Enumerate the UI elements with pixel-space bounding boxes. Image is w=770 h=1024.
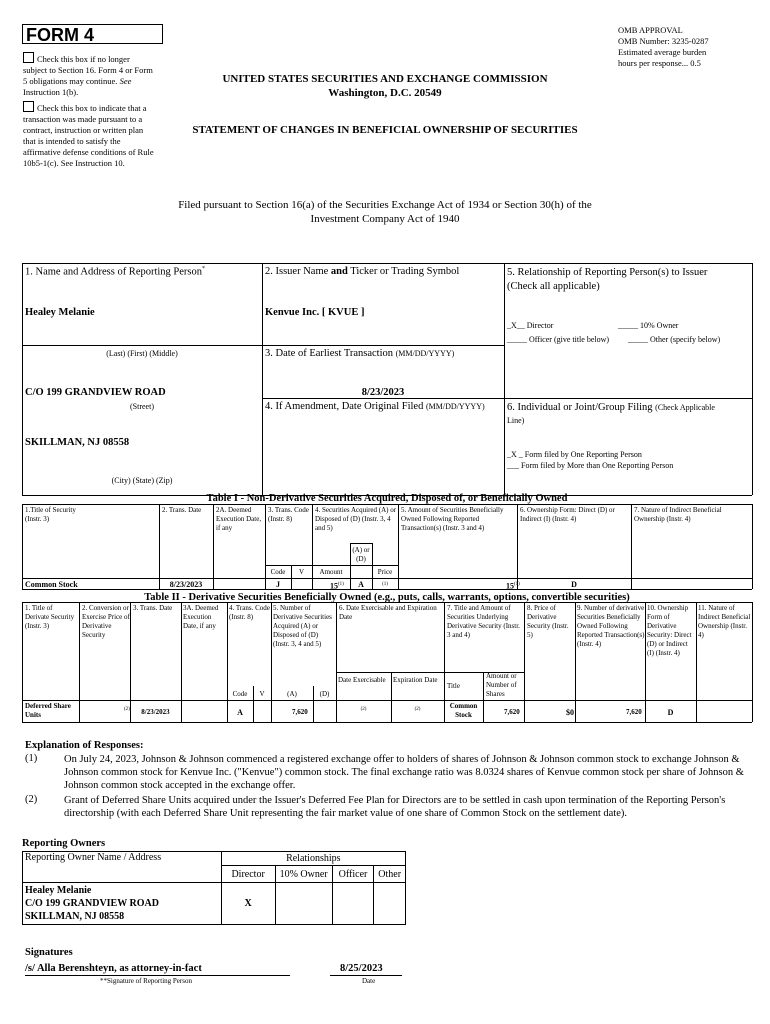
t2-sub-exercisable: Date Exercisable — [338, 676, 386, 684]
t2-row-amount: 7,620 — [504, 708, 520, 716]
rule10b5-checkbox[interactable] — [23, 101, 34, 112]
table2-title: Table II - Derivative Securities Beneficially Owned (e.g., puts, calls, warrants, options, convertible securities) — [144, 592, 630, 603]
t1-sub-price: Price — [377, 568, 393, 576]
t2-h-number: 5. Number of Derivative Securities Acquired (A) or Disposed of (D) (Instr. 3, 4 and 5) — [273, 604, 332, 648]
t1-row-security: Common Stock — [25, 580, 78, 589]
owners-table — [22, 851, 406, 925]
t1-h-date: 2. Trans. Date — [162, 506, 202, 514]
t2-row-exp: (2) — [414, 707, 421, 712]
signer-name: /s/ Alla Berenshteyn, as attorney-in-fact — [25, 963, 202, 974]
form-title: FORM 4 — [22, 24, 163, 44]
t2-h-date: 3. Trans. Date — [133, 604, 173, 612]
t2-row-security: Deferred Share Units — [25, 702, 71, 719]
footnote2-number: (2) — [25, 794, 38, 805]
t2-row-date: 8/23/2023 — [141, 708, 170, 716]
t2-row-form: D — [667, 708, 674, 717]
t1-row-date: 8/23/2023 — [169, 580, 203, 589]
owners-heading: Reporting Owners — [22, 838, 106, 849]
one-person-filing[interactable]: _X _ Form filed by One Reporting Person — [507, 450, 642, 459]
footnote2-text: Grant of Deferred Share Units acquired under the Issuer's Deferred Fee Plan for Directors are to be settled in cash upon termination of the Reporting Person's directorship (with each Deferred Share Unit representing the fair market value of one share of Common Stock on the settlement date). — [64, 795, 726, 819]
t1-sub-amount: Amount — [319, 568, 343, 576]
t1-h-code: 3. Trans. Code (Instr. 8) — [268, 506, 309, 523]
checkbox-section16: Check this box if no longer subject to Section 16. Form 4 or Form 5 obligations may continue. See Instruction 1(b). — [23, 54, 153, 97]
t2-h-nature: 11. Nature of Indirect Beneficial Ownership (Instr. 4) — [698, 604, 751, 639]
issuer-name: Kenvue Inc. [ KVUE ] — [265, 307, 365, 318]
group-filing[interactable]: ___ Form filed by More than One Reporting Person — [507, 461, 674, 470]
t2-sub-a: (A) — [287, 690, 297, 698]
owners-col-officer: Officer — [332, 866, 374, 883]
reporting-person-name: Healey Melanie — [25, 307, 95, 318]
t1-row-code: J — [276, 580, 280, 589]
agency-header: UNITED STATES SECURITIES AND EXCHANGE COMMISSION Washington, D.C. 20549 — [222, 73, 548, 99]
t2-row-exer: (2) — [360, 707, 367, 712]
t2-row-a: 7,620 — [292, 708, 308, 716]
t2-row-owned: 7,620 — [626, 708, 642, 716]
t2-sub-code: Code — [232, 690, 248, 698]
date-label: Date — [362, 977, 376, 985]
owners-col-ten-percent: 10% Owner — [275, 866, 332, 883]
t1-h-amount: 5. Amount of Securities Beneficially Owned Following Reported Transaction(s) (Instr. 3 and 4) — [401, 506, 504, 532]
box2-label: 2. Issuer Name and Ticker or Trading Symbol — [265, 266, 460, 277]
reporting-person-city: SKILLMAN, NJ 08558 — [25, 437, 130, 448]
owners-col-director: Director — [221, 866, 275, 883]
t2-sub-expiration: Expiration Date — [393, 676, 438, 684]
section16-checkbox[interactable] — [23, 52, 34, 63]
t1-h-acquired: 4. Securities Acquired (A) or Disposed of (D) (Instr. 3, 4 and 5) — [315, 506, 397, 532]
owner-name-address: Healey Melanie C/O 199 GRANDVIEW ROAD SKILLMAN, NJ 08558 — [23, 883, 222, 925]
t2-row-price: $0 — [566, 708, 574, 717]
omb-approval: OMB APPROVAL OMB Number: 3235-0287 Estimated average burden hours per response... 0.5 — [618, 25, 709, 68]
checkbox-10b5: Check this box to indicate that a transaction was made pursuant to a contract, instruction or written plan that is intended to satisfy the affirmative defense conditions of Rule 10b5-1(c). See Instruction 10. — [23, 103, 154, 168]
filed-pursuant: Filed pursuant to Section 16(a) of the Securities Exchange Act of 1934 or Section 30(h) of the Investment Company Act of 1940 — [178, 199, 592, 225]
t2-sub-v: V — [259, 690, 265, 698]
t1-sub-code: Code — [270, 568, 286, 576]
box4-label: 4. If Amendment, Date Original Filed (MM/DD/YYYY) — [265, 401, 485, 412]
owners-col-other: Other — [374, 866, 406, 883]
t2-row-conv: (2) — [124, 707, 130, 712]
city-hint: (City) (State) (Zip) — [111, 476, 173, 485]
t2-row-code: A — [237, 708, 243, 717]
footnote1-number: (1) — [25, 753, 38, 764]
box6-label: 6. Individual or Joint/Group Filing (Check Applicable Line) — [507, 402, 715, 425]
t2-h-owned: 9. Number of derivative Securities Beneficially Owned Following Reported Transaction(s) (Instr. 4) — [577, 604, 645, 648]
t2-sub-amount: Amount or Number of Shares — [486, 672, 517, 698]
statement-title: STATEMENT OF CHANGES IN BENEFICIAL OWNERSHIP OF SECURITIES — [192, 124, 578, 136]
signature-date: 8/25/2023 — [340, 963, 383, 974]
t2-h-underlying: 7. Title and Amount of Securities Underlying Derivative Security (Instr. 3 and 4) — [447, 604, 520, 639]
t2-h-conversion: 2. Conversion or Exercise Price of Derivative Security — [82, 604, 130, 639]
street-hint: (Street) — [130, 402, 154, 411]
director-check[interactable]: _X__ Director — [507, 321, 554, 330]
t1-row-price: (1) — [382, 582, 388, 587]
ten-percent-owner-check[interactable]: _____ 10% Owner — [618, 321, 679, 330]
box5-label: 5. Relationship of Reporting Person(s) to Issuer (Check all applicable) — [507, 267, 708, 292]
signature-label: **Signature of Reporting Person — [100, 977, 192, 985]
t2-h-deemed: 3A. Deemed Execution Date, if any — [183, 604, 219, 630]
name-hint: (Last) (First) (Middle) — [106, 349, 178, 358]
other-check[interactable]: _____ Other (specify below) — [628, 335, 721, 344]
box1-label: 1. Name and Address of Reporting Person* — [25, 266, 206, 278]
box3-label: 3. Date of Earliest Transaction (MM/DD/YYYY) — [265, 348, 455, 359]
footnote1-text: On July 24, 2023, Johnson & Johnson commenced a registered exchange offer to holders of shares of Johnson & Johnson common stock to exchange Johnson & Johnson common stock for Kenvue Inc. ("Kenvue") common stock. The final exchange ratio was 8.0324 shares of Kenvue common stock per share of Johnson & Johnson common stock accepted in the exchange offer. — [64, 754, 744, 791]
owner-director-mark: X — [221, 883, 275, 925]
earliest-transaction-date: 8/23/2023 — [361, 387, 405, 398]
t1-row-amount: 15$^{(1)}$ — [330, 581, 344, 591]
t1-sub-v: V — [298, 568, 305, 576]
t2-h-price: 8. Price of Derivative Security (Instr. 5) — [527, 604, 569, 639]
t2-h-exercisable: 6. Date Exercisable and Expiration Date — [339, 604, 437, 621]
t2-h-code: 4. Trans. Code (Instr. 8) — [229, 604, 270, 621]
t1-h-nature: 7. Nature of Indirect Beneficial Ownership (Instr. 4) — [634, 506, 722, 523]
t1-sub-aord: (A) or (D) — [352, 546, 370, 563]
t1-row-owned: 15$^{(1)}$ — [506, 581, 520, 591]
t1-h-form: 6. Ownership Form: Direct (D) or Indirect (I) (Instr. 4) — [520, 506, 615, 523]
owners-col-name: Reporting Owner Name / Address — [23, 852, 222, 883]
t1-row-aord: A — [358, 580, 364, 589]
t2-sub-title: Title — [447, 682, 460, 690]
t1-h-deemed: 2A. Deemed Execution Date, if any — [216, 506, 262, 532]
reporting-person-street: C/O 199 GRANDVIEW ROAD — [25, 387, 166, 398]
officer-check[interactable]: _____ Officer (give title below) — [507, 335, 610, 344]
t1-row-form: D — [571, 580, 577, 589]
t2-h-form: 10. Ownership Form of Derivative Security: Direct (D) or Indirect (I) (Instr. 4) — [647, 604, 692, 657]
t2-sub-d: (D) — [319, 690, 330, 698]
t1-h-title: 1.Title of Security (Instr. 3) — [25, 506, 76, 523]
t2-h-title: 1. Title of Derivate Security (Instr. 3) — [25, 604, 75, 630]
explanation-heading: Explanation of Responses: — [25, 740, 144, 751]
t2-row-title: Common Stock — [449, 702, 478, 719]
table1-title: Table I - Non-Derivative Securities Acquired, Disposed of, or Beneficially Owned — [206, 493, 568, 504]
signatures-heading: Signatures — [25, 947, 73, 958]
owners-col-relationships: Relationships — [221, 852, 405, 866]
